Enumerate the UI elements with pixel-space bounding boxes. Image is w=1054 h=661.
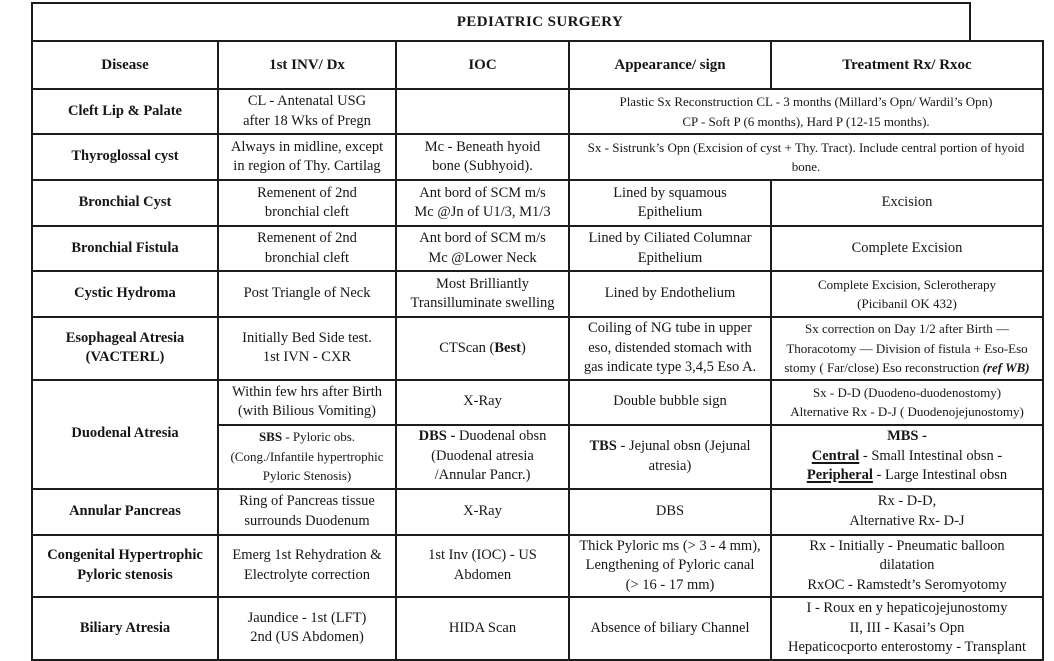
table-cell	[569, 271, 771, 317]
table-title-bar	[31, 2, 971, 40]
cell-line: (with Bilious Vomiting)	[237, 403, 377, 419]
disease-cell	[32, 271, 218, 317]
table-cell	[396, 271, 569, 317]
table-cell	[771, 597, 1043, 660]
cell-line: stomy ( Far/close) Eso reconstruction (ref WB)	[784, 360, 1030, 375]
cell-line: DBS	[655, 502, 685, 519]
table-cell	[569, 380, 771, 425]
cell-line: Sx correction on Day 1/2 after Birth —	[805, 321, 1009, 336]
cell-line: bone.	[791, 159, 821, 174]
cell-line: /Annular Pancr.)	[434, 467, 531, 484]
cell-line: Complete Excision	[851, 239, 963, 256]
cell-line: Esophageal Atresia	[65, 329, 185, 346]
cell-line: Sx - D-D (Duodeno-duodenostomy)	[812, 384, 1002, 400]
cell-line: Thick Pyloric ms (> 3 - 4 mm),	[579, 537, 761, 554]
cell-line: 2nd (US Abdomen)	[250, 629, 364, 646]
disease-cell	[32, 317, 218, 380]
cell-line: Epithelium	[637, 249, 703, 266]
table-cell	[569, 535, 771, 598]
cell-line: Emerg 1st Rehydration &	[232, 547, 382, 564]
table-cell	[569, 425, 771, 489]
cell-line: X-Ray	[463, 393, 502, 410]
cell-line: Initially Bed Side test.	[242, 329, 372, 346]
table-cell	[218, 180, 396, 226]
table-cell	[396, 380, 569, 425]
table-cell	[218, 489, 396, 535]
cell-line: in region of Thy. Cartilag	[233, 158, 381, 174]
cell-line: Alternative Rx- D-J	[849, 512, 965, 529]
table-body	[32, 89, 1043, 660]
table-row	[32, 89, 1043, 134]
cell-line: gas indicate type 3,4,5 Eso A.	[583, 359, 757, 375]
cell-line: 1st Inv (IOC) - US	[428, 547, 537, 564]
disease-cell	[32, 597, 218, 660]
cell-line: Ant bord of SCM m/s	[419, 184, 546, 201]
table-cell	[218, 535, 396, 598]
cell-line: Lengthening of Pyloric canal	[585, 557, 755, 573]
cell-line: (> 16 - 17 mm)	[625, 576, 715, 593]
cell-line: Within few hrs after Birth	[231, 383, 382, 400]
cell-line: Duodenal Atresia	[71, 425, 179, 442]
header-row	[32, 41, 1043, 89]
cell-line: bone (Subhyoid).	[432, 158, 533, 174]
cell-line: Absence of biliary Channel	[590, 619, 750, 636]
cell-line: Excision	[881, 194, 933, 211]
cell-line: Rx - D-D,	[877, 493, 937, 509]
cell-line: Epithelium	[637, 204, 703, 220]
cell-line: Ring of Pancreas tissue	[239, 493, 375, 509]
table-cell	[396, 425, 569, 489]
cell-line: atresia)	[648, 457, 692, 474]
cell-line: Thyroglossal cyst	[71, 148, 179, 165]
table-cell	[771, 535, 1043, 598]
table-cell	[396, 597, 569, 660]
cell-line: Alternative Rx - D-J ( Duodenojejunostomy)	[790, 404, 1024, 419]
column-header: Appearance/ sign	[569, 41, 771, 89]
cell-line: Annular Pancreas	[69, 502, 181, 519]
cell-line: Lined by Endothelium	[604, 285, 736, 302]
cell-line: after 18 Wks of Pregn	[243, 112, 371, 129]
table-cell	[218, 226, 396, 271]
column-header: Disease	[32, 41, 218, 89]
cell-line: CTScan (Best)	[439, 339, 526, 356]
table-row	[32, 380, 1043, 425]
cell-line: Hepaticocporto enterostomy - Transplant	[788, 639, 1026, 655]
pediatric-surgery-table	[31, 40, 1044, 661]
cell-line: Cleft Lip & Palate	[68, 102, 182, 119]
table-row	[32, 535, 1043, 598]
cell-line: Most Brilliantly	[435, 275, 530, 292]
cell-line: Bronchial Cyst	[78, 194, 172, 211]
table-cell	[218, 271, 396, 317]
table-cell	[218, 89, 396, 134]
table-cell	[396, 489, 569, 535]
cell-line: SBS - Pyloric obs.	[258, 429, 356, 445]
column-header: 1st INV/ Dx	[218, 41, 396, 89]
table-cell	[396, 317, 569, 380]
cell-line: Post Triangle of Neck	[243, 285, 371, 302]
cell-line: bronchial cleft	[264, 249, 350, 266]
table-cell	[396, 89, 569, 134]
cell-line: Ant bord of SCM m/s	[419, 230, 546, 246]
cell-line: Coiling of NG tube in upper	[588, 320, 752, 336]
table-cell	[218, 317, 396, 380]
cell-line: X-Ray	[463, 502, 502, 519]
disease-cell	[32, 180, 218, 226]
cell-line: HIDA Scan	[448, 619, 517, 636]
table-cell	[771, 180, 1043, 226]
cell-line: Abdomen	[453, 566, 512, 583]
cell-line: dilatation	[879, 557, 935, 573]
cell-line: Mc @Lower Neck	[428, 249, 537, 266]
table-cell	[569, 226, 771, 271]
table-cell	[569, 317, 771, 380]
cell-line: Electrolyte correction	[243, 566, 370, 583]
cell-line: Central - Small Intestinal obsn -	[811, 447, 1003, 464]
document-sheet	[31, 2, 1042, 661]
table-cell	[218, 380, 396, 425]
table-row	[32, 317, 1043, 380]
disease-cell	[32, 535, 218, 598]
cell-line: Bronchial Fistula	[71, 239, 179, 256]
cell-line: bronchial cleft	[264, 204, 350, 220]
table-cell	[218, 134, 396, 180]
table-cell	[569, 134, 1043, 180]
cell-line: TBS - Jejunal obsn (Jejunal	[589, 438, 751, 454]
cell-line: Thoracotomy — Division of fistula + Eso-Eso	[786, 340, 1028, 356]
cell-line: II, III - Kasai’s Opn	[849, 619, 965, 636]
table-cell	[396, 134, 569, 180]
table-cell	[218, 425, 396, 489]
table-row	[32, 597, 1043, 660]
cell-line: Always in midline, except	[230, 138, 384, 155]
cell-line: Remenent of 2nd	[257, 230, 357, 246]
cell-line: Biliary Atresia	[79, 619, 171, 636]
cell-line: Cystic Hydroma	[74, 285, 176, 302]
cell-line: MBS -	[887, 428, 927, 445]
disease-cell	[32, 489, 218, 535]
table-cell	[569, 597, 771, 660]
cell-line: Rx - Initially - Pneumatic balloon	[809, 537, 1005, 554]
cell-line: Mc - Beneath hyoid	[424, 138, 541, 155]
table-cell	[396, 180, 569, 226]
cell-line: Peripheral - Large Intestinal obsn	[806, 467, 1008, 484]
disease-cell	[32, 134, 218, 180]
table-cell	[569, 89, 1043, 134]
cell-line: CP - Soft P (6 months), Hard P (12-15 months).	[682, 113, 930, 129]
cell-line: Transilluminate swelling	[410, 295, 555, 311]
cell-line: CL - Antenatal USG	[247, 93, 367, 109]
cell-line: 1st IVN - CXR	[262, 349, 352, 366]
table-row	[32, 134, 1043, 180]
cell-line: I - Roux en y hepaticojejunostomy	[806, 600, 1008, 616]
table-row	[32, 489, 1043, 535]
cell-line: Sx - Sistrunk’s Opn (Excision of cyst + Thy. Tract). Include central portion of hyoid	[587, 139, 1025, 155]
disease-cell	[32, 226, 218, 271]
cell-line: Mc @Jn of U1/3, M1/3	[414, 204, 551, 220]
cell-line: Plastic Sx Reconstruction CL - 3 months (Millard’s Opn/ Wardil’s Opn)	[619, 94, 993, 109]
cell-line: Pyloric stenosis	[77, 566, 173, 583]
cell-line: surrounds Duodenum	[244, 512, 370, 529]
table-cell	[771, 271, 1043, 317]
cell-line: Lined by squamous	[613, 184, 727, 201]
cell-line: (Picibanil OK 432)	[857, 296, 957, 311]
column-header: IOC	[396, 41, 569, 89]
cell-line: (VACTERL)	[85, 349, 165, 366]
cell-line: Pyloric Stenosis)	[262, 468, 352, 484]
table-cell	[396, 226, 569, 271]
table-row	[32, 180, 1043, 226]
page-title: PEDIATRIC SURGERY	[456, 13, 624, 30]
table-row	[32, 226, 1043, 271]
table-cell	[771, 226, 1043, 271]
cell-line: Double bubble sign	[613, 393, 727, 410]
cell-line: Remenent of 2nd	[257, 184, 357, 201]
table-cell	[569, 180, 771, 226]
table-row	[32, 271, 1043, 317]
column-header: Treatment Rx/ Rxoc	[771, 41, 1043, 89]
cell-line: eso, distended stomach with	[588, 339, 752, 356]
cell-line: Jaundice - 1st (LFT)	[247, 609, 367, 626]
cell-line: DBS - Duodenal obsn	[418, 428, 547, 445]
disease-cell	[32, 380, 218, 489]
disease-cell	[32, 89, 218, 134]
table-cell	[771, 317, 1043, 380]
table-cell	[771, 489, 1043, 535]
cell-line: Complete Excision, Sclerotherapy	[818, 276, 996, 292]
table-cell	[771, 380, 1043, 425]
table-cell	[396, 535, 569, 598]
cell-line: Congenital Hypertrophic	[47, 547, 203, 564]
cell-line: Lined by Ciliated Columnar	[588, 230, 752, 246]
cell-line: (Duodenal atresia	[431, 447, 534, 464]
table-cell	[218, 597, 396, 660]
cell-line: RxOC - Ramstedt’s Seromyotomy	[807, 576, 1007, 593]
table-cell	[771, 425, 1043, 489]
cell-line: (Cong./Infantile hypertrophic	[230, 448, 384, 464]
table-cell	[569, 489, 771, 535]
